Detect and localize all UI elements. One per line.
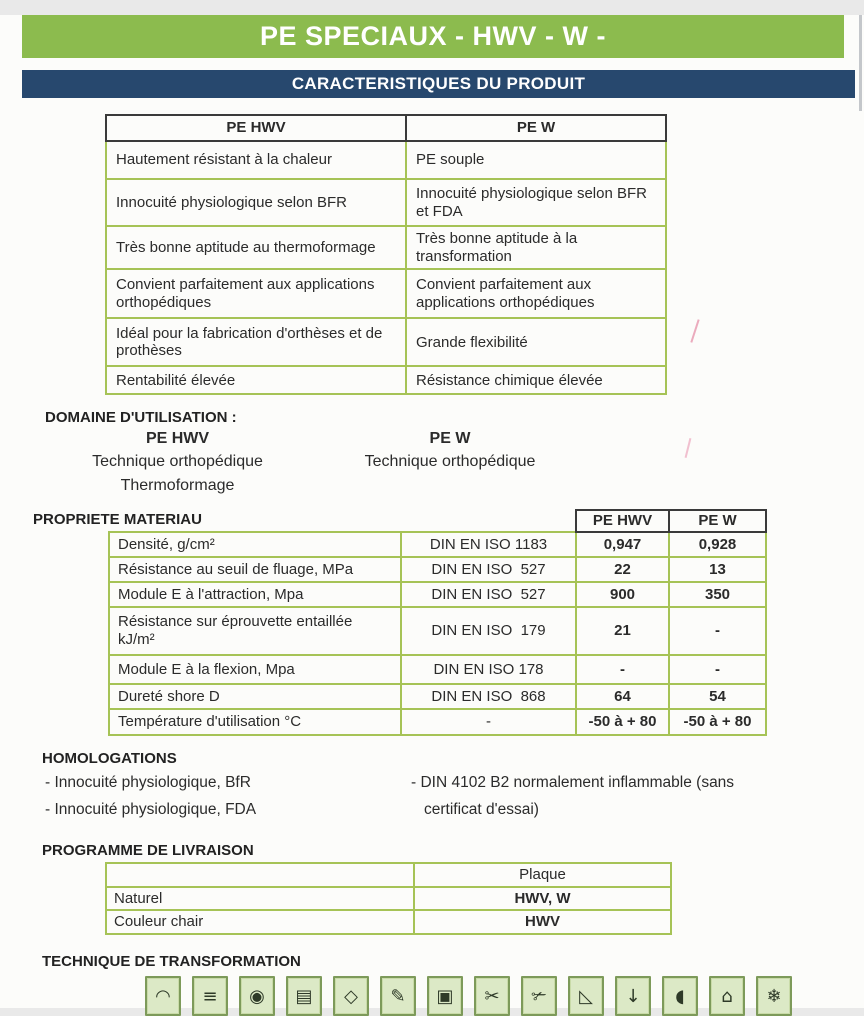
property-label: Résistance sur éprouvette entaillée kJ/m² xyxy=(109,607,401,655)
homologations-left xyxy=(45,774,385,828)
datasheet-page xyxy=(0,15,864,1008)
section-subtitle-bar xyxy=(22,70,855,98)
empty-cell xyxy=(106,863,414,887)
value-hwv: 64 xyxy=(576,684,669,709)
norm-cell: DIN EN ISO 868 xyxy=(401,684,576,709)
bending-icon xyxy=(568,976,604,1016)
homologation-item: - Innocuité physiologique, FDA xyxy=(45,801,257,819)
page-subtitle: CARACTERISTIQUES DU PRODUIT xyxy=(291,74,586,93)
icon-glyph: ↓ xyxy=(625,985,641,1007)
property-label: Résistance au seuil de fluage, MPa xyxy=(109,557,401,582)
col-header-pe-hwv: PE HWV xyxy=(576,510,669,532)
polishing-icon xyxy=(662,976,698,1016)
icon-glyph: ▤ xyxy=(295,985,313,1007)
value-w: 13 xyxy=(669,557,766,582)
domaine-columns xyxy=(0,430,864,501)
cell-w: PE souple xyxy=(406,141,666,179)
thermoforming-icon xyxy=(145,976,181,1016)
row-value: HWV, W xyxy=(414,887,671,911)
icon-glyph: ✎ xyxy=(390,985,406,1007)
screwing-icon xyxy=(521,976,557,1016)
icon-glyph: ❄ xyxy=(766,985,782,1007)
livraison-heading: PROGRAMME DE LIVRAISON xyxy=(42,842,254,860)
milling-icon xyxy=(286,976,322,1016)
table-row xyxy=(109,582,766,607)
empty-header-cell xyxy=(401,510,576,532)
homologations-section xyxy=(0,750,864,828)
value-w: -50 à + 80 xyxy=(669,709,766,735)
press-forming-icon xyxy=(192,976,228,1016)
value-hwv: -50 à + 80 xyxy=(576,709,669,735)
col-header-plaque: Plaque xyxy=(414,863,671,887)
cell-hwv: Innocuité physiologique selon BFR xyxy=(106,179,406,226)
value-w: - xyxy=(669,655,766,684)
homologations-columns xyxy=(0,774,864,828)
property-label: Dureté shore D xyxy=(109,684,401,709)
col-header-pe-hwv: PE HWV xyxy=(106,115,406,141)
table-row xyxy=(106,318,666,366)
norm-cell: DIN EN ISO 527 xyxy=(401,557,576,582)
page-title-bar xyxy=(22,15,844,58)
homologations-right xyxy=(411,774,811,828)
scan-edge-artifact xyxy=(859,15,862,111)
table-row xyxy=(106,141,666,179)
value-hwv: - xyxy=(576,655,669,684)
property-label: Densité, g/cm² xyxy=(109,532,401,557)
value-hwv: 0,947 xyxy=(576,532,669,557)
value-w: 350 xyxy=(669,582,766,607)
icon-glyph: ◉ xyxy=(249,985,265,1007)
drilling-icon xyxy=(615,976,651,1016)
domaine-heading: DOMAINE D'UTILISATION : xyxy=(45,409,237,427)
value-hwv: 22 xyxy=(576,557,669,582)
norm-cell: DIN EN ISO 179 xyxy=(401,607,576,655)
table-row xyxy=(106,269,666,318)
value-hwv: 900 xyxy=(576,582,669,607)
norm-cell: DIN EN ISO 178 xyxy=(401,655,576,684)
table-row xyxy=(109,655,766,684)
cell-hwv: Hautement résistant à la chaleur xyxy=(106,141,406,179)
livraison-section xyxy=(0,842,864,935)
characteristics-table xyxy=(105,114,667,395)
box-assembly-icon xyxy=(427,976,463,1016)
homologations-heading: HOMOLOGATIONS xyxy=(42,750,177,768)
domaine-item: Technique orthopédique xyxy=(364,453,536,471)
circular-sawing-icon xyxy=(239,976,275,1016)
domaine-item: Thermoformage xyxy=(120,477,235,495)
value-w: 0,928 xyxy=(669,532,766,557)
cell-hwv: Convient parfaitement aux applications orthopédiques xyxy=(106,269,406,318)
table-row xyxy=(106,910,671,934)
property-label: Module E à l'attraction, Mpa xyxy=(109,582,401,607)
icon-glyph: ⌂ xyxy=(721,985,733,1007)
cold-impact-icon xyxy=(756,976,792,1016)
cell-w: Innocuité physiologique selon BFR et FDA xyxy=(406,179,666,226)
table-header-row xyxy=(106,115,666,141)
machining-icon xyxy=(709,976,745,1016)
table-row xyxy=(106,887,671,911)
cell-hwv: Rentabilité élevée xyxy=(106,366,406,394)
icon-glyph: ◺ xyxy=(579,985,593,1007)
domaine-col-title: PE HWV xyxy=(145,430,210,448)
homologation-item: - Innocuité physiologique, BfR xyxy=(45,774,251,792)
proprietes-heading: PROPRIETE MATERIAU xyxy=(33,511,202,529)
transformation-section xyxy=(0,953,864,1016)
col-header-pe-w: PE W xyxy=(406,115,666,141)
col-header-pe-w: PE W xyxy=(669,510,766,532)
domaine-col-title: PE W xyxy=(429,430,471,448)
cell-w: Grande flexibilité xyxy=(406,318,666,366)
domaine-col-pe-w xyxy=(315,430,585,501)
table-row xyxy=(106,366,666,394)
icon-glyph: ◇ xyxy=(344,985,358,1007)
domaine-item: Technique orthopédique xyxy=(92,453,263,471)
icon-glyph: ✂ xyxy=(484,985,500,1007)
property-label: Température d'utilisation °C xyxy=(109,709,401,735)
gluing-icon xyxy=(380,976,416,1016)
property-label: Module E à la flexion, Mpa xyxy=(109,655,401,684)
domaine-section xyxy=(0,409,864,501)
value-w: 54 xyxy=(669,684,766,709)
table-header-row xyxy=(109,510,766,532)
norm-cell: DIN EN ISO 1183 xyxy=(401,532,576,557)
domaine-col-pe-hwv xyxy=(45,430,310,501)
norm-cell: DIN EN ISO 527 xyxy=(401,582,576,607)
table-row xyxy=(106,226,666,269)
homologation-item-continued: certificat d'essai) xyxy=(424,801,539,819)
page-title: PE SPECIAUX - HWV - W - xyxy=(259,21,606,51)
table-row xyxy=(106,179,666,226)
cell-w: Très bonne aptitude à la transformation xyxy=(406,226,666,269)
icon-glyph: ◖ xyxy=(675,985,685,1007)
table-row xyxy=(109,684,766,709)
cell-w: Convient parfaitement aux applications orthopédiques xyxy=(406,269,666,318)
cell-hwv: Idéal pour la fabrication d'orthèses et de prothèses xyxy=(106,318,406,366)
row-label: Naturel xyxy=(106,887,414,911)
table-row xyxy=(109,607,766,655)
icon-glyph: ▣ xyxy=(436,985,454,1007)
row-label: Couleur chair xyxy=(106,910,414,934)
table-row xyxy=(109,709,766,735)
norm-cell: - xyxy=(401,709,576,735)
table-row xyxy=(109,532,766,557)
scan-pen-mark xyxy=(690,319,699,342)
livraison-table xyxy=(105,862,672,935)
table-row xyxy=(109,557,766,582)
icon-glyph: ◠ xyxy=(155,985,171,1007)
icon-glyph: ≡ xyxy=(202,985,218,1007)
homologation-item: - DIN 4102 B2 normalement inflammable (sans xyxy=(411,774,735,792)
blade-cutting-icon xyxy=(333,976,369,1016)
rasping-icon xyxy=(474,976,510,1016)
transformation-heading: TECHNIQUE DE TRANSFORMATION xyxy=(42,953,301,971)
value-w: - xyxy=(669,607,766,655)
cell-w: Résistance chimique élevée xyxy=(406,366,666,394)
transformation-icon-row xyxy=(145,976,864,1016)
row-value: HWV xyxy=(414,910,671,934)
table-header-row xyxy=(106,863,671,887)
cell-hwv: Très bonne aptitude au thermoformage xyxy=(106,226,406,269)
proprietes-table xyxy=(108,509,767,736)
icon-glyph: ✃ xyxy=(531,985,547,1007)
proprietes-section xyxy=(0,509,864,736)
value-hwv: 21 xyxy=(576,607,669,655)
